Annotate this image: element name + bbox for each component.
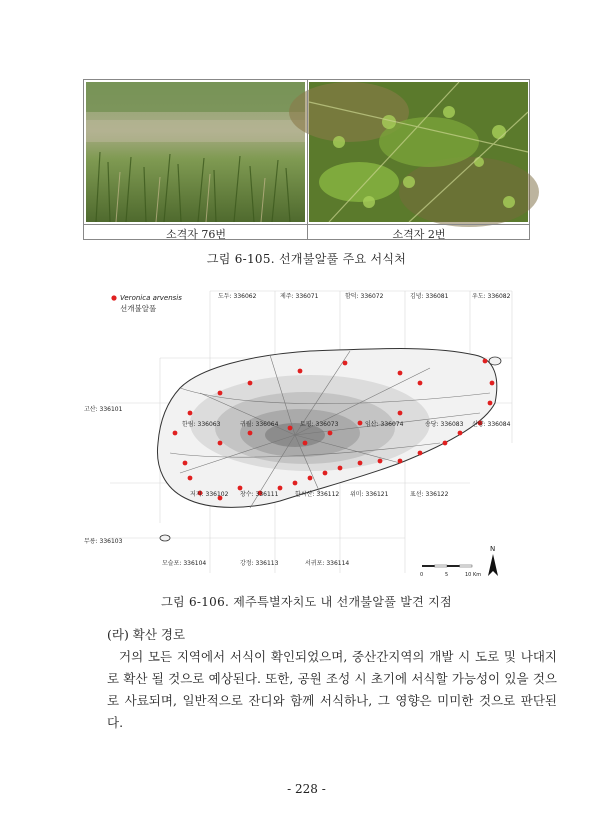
- habitat-photo-2: [309, 82, 528, 222]
- grid-label: 신양: 336084: [472, 421, 511, 428]
- grid-label: 창수: 336111: [240, 491, 279, 498]
- scale-tick: 5: [445, 572, 449, 578]
- map-scale-bar: [420, 565, 481, 578]
- scale-tick: 10 Km: [465, 572, 482, 578]
- legend-latin: Veronica arvensis: [120, 294, 182, 302]
- page-number: - 228 -: [287, 782, 326, 796]
- grid-label: 송당: 336083: [425, 421, 464, 428]
- grid-label: 한씨산: 336112: [295, 491, 340, 498]
- grid-label: 귀월: 336064: [240, 421, 279, 428]
- grid-label: 임산: 336074: [365, 421, 404, 428]
- grid-label: 도두: 336062: [218, 293, 257, 300]
- grid-label: 함덕: 336072: [345, 293, 384, 300]
- photo-divider-vertical: [307, 80, 308, 239]
- north-label: N: [490, 545, 496, 553]
- section-paragraph: 거의 모든 지역에서 서식이 확인되었으며, 중산간지역의 개발 시 도로 및 나대지로 확산 될 것으로 예상된다. 또한, 공원 조성 시 초기에 서식할 가능성이 있을 것으로 사료되며, 일반적으로 잔디와 함께 서식하나, 그 영향은 미미한 것으로 판단된다.: [107, 649, 557, 730]
- jeju-distribution-map: [84, 283, 520, 583]
- figure-106-caption: 그림 6-106. 제주특별자치도 내 선개불알풀 발견 지점: [161, 595, 452, 609]
- grid-label: 표선: 336122: [410, 491, 449, 498]
- habitat-photo-76: [86, 82, 305, 222]
- grid-label: 고산: 336101: [84, 406, 123, 413]
- grid-label: 서귀포: 336114: [305, 560, 350, 567]
- grid-label: 한림: 336063: [182, 421, 221, 428]
- grid-label: 제주: 336071: [280, 293, 319, 300]
- north-arrow-icon: [488, 545, 498, 576]
- legend-korean: 선개불알풀: [120, 304, 157, 313]
- legend-marker: [111, 295, 116, 300]
- grid-label: 위미: 336121: [350, 491, 389, 498]
- grid-label: 무릉: 336103: [84, 538, 123, 545]
- photo-label-76: 소격자 76번: [166, 228, 226, 241]
- scale-tick: 0: [420, 572, 424, 578]
- grid-label: 토평: 336073: [300, 421, 339, 428]
- grid-label: 강정: 336113: [240, 560, 279, 567]
- photo-divider-horizontal: [84, 224, 529, 225]
- photo-label-2: 소격자 2번: [392, 228, 446, 241]
- grid-label: 저지: 336102: [190, 491, 229, 498]
- grid-label: 김녕: 336081: [410, 293, 449, 300]
- section-heading: (라) 확산 경로: [107, 627, 186, 642]
- habitat-photo-table: [83, 79, 530, 240]
- figure-105-caption: 그림 6-105. 선개불알풀 주요 서식처: [206, 252, 407, 266]
- grid-label: 모슬포: 336104: [162, 560, 207, 567]
- grid-label: 우도: 336082: [472, 293, 511, 300]
